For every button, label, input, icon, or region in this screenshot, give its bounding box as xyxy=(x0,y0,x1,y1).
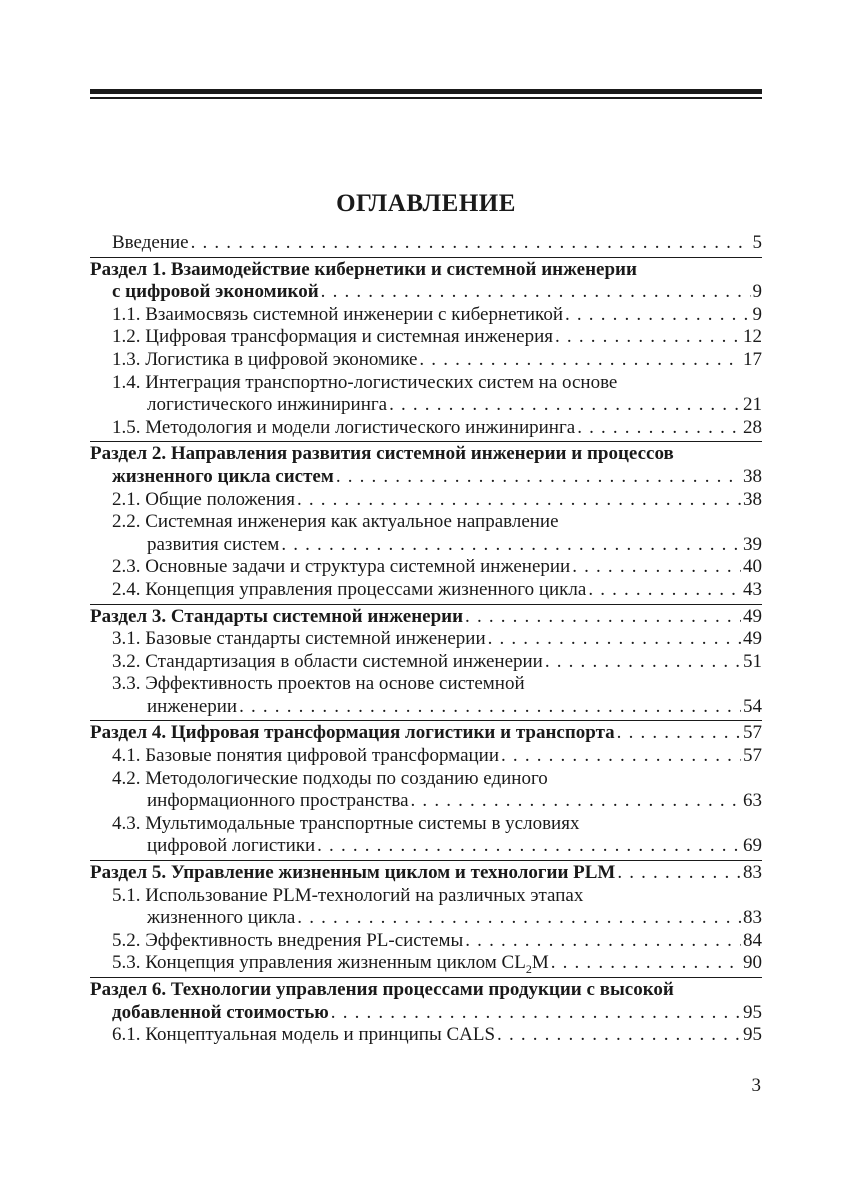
dot-leader xyxy=(297,907,741,930)
dot-leader xyxy=(465,930,741,953)
dot-leader xyxy=(465,606,741,629)
toc-entry-text: 5.2. Эффективность внедрения PL-системы xyxy=(112,929,464,951)
toc-entry[interactable] xyxy=(90,349,762,372)
dot-leader xyxy=(617,862,741,885)
toc-entry[interactable] xyxy=(90,304,762,327)
toc-page-number: 49 xyxy=(743,628,762,650)
toc-section-1-heading-cont[interactable] xyxy=(90,281,762,304)
table-of-contents xyxy=(90,232,762,1047)
dot-leader xyxy=(545,651,741,674)
dot-leader xyxy=(317,835,741,858)
toc-entry-text: 3.1. Базовые стандарты системной инженерии xyxy=(112,628,486,650)
toc-page-number: 83 xyxy=(743,862,762,884)
dot-leader xyxy=(297,489,741,512)
toc-entry[interactable] xyxy=(90,372,762,395)
toc-entry[interactable] xyxy=(90,326,762,349)
toc-entry-text: 1.1. Взаимосвязь системной инженерии с кибернетикой xyxy=(112,303,563,325)
toc-entry-text: 1.5. Методология и модели логистического инжиниринга xyxy=(112,416,576,438)
header-rule-thin xyxy=(90,97,762,99)
toc-entry-text: 6.1. Концептуальная модель и принципы CALS xyxy=(112,1024,496,1046)
toc-section-2-heading-cont[interactable] xyxy=(90,466,762,489)
toc-entry-cont[interactable] xyxy=(90,835,762,858)
toc-entry-text: 1.4. Интеграция транспортно-логистических систем на основе xyxy=(112,371,618,393)
toc-page-number: 38 xyxy=(743,465,762,487)
toc-page-number: 51 xyxy=(743,650,762,672)
toc-entry[interactable] xyxy=(90,1024,762,1047)
toc-section-3-heading[interactable] xyxy=(90,606,762,629)
toc-entry-text: 4.1. Базовые понятия цифровой трансформации xyxy=(112,745,500,767)
dot-leader xyxy=(321,281,751,304)
page-title: ОГЛАВЛЕНИЕ xyxy=(336,190,516,217)
dot-leader xyxy=(565,304,751,327)
toc-entry-text: 3.2. Стандартизация в области системной инженерии xyxy=(112,650,543,672)
toc-entry-text: Раздел 6. Технологии управления процессами продукции с высокой xyxy=(90,979,674,1000)
toc-entry-text: Раздел 2. Направления развития системной инженерии и процессов xyxy=(90,443,674,465)
toc-entry[interactable] xyxy=(90,673,762,696)
toc-section-5-heading[interactable] xyxy=(90,862,762,885)
toc-page-number: 12 xyxy=(743,326,762,348)
dot-leader xyxy=(281,534,741,557)
dot-leader xyxy=(577,417,741,440)
toc-page-number: 95 xyxy=(743,1024,762,1046)
toc-entry-cont[interactable] xyxy=(90,696,762,719)
toc-page-number: 9 xyxy=(752,303,762,325)
toc-page-number: 69 xyxy=(743,835,762,857)
toc-entry-cont[interactable] xyxy=(90,790,762,813)
toc-section-6-heading[interactable] xyxy=(90,979,762,1002)
toc-entry-text: 1.2. Цифровая трансформация и системная инженерия xyxy=(112,326,554,348)
toc-page-number: 40 xyxy=(743,556,762,578)
dot-leader xyxy=(389,394,741,417)
dot-leader xyxy=(572,556,741,579)
toc-entry[interactable] xyxy=(90,768,762,791)
dot-leader xyxy=(336,466,741,489)
toc-entry[interactable] xyxy=(90,952,762,975)
toc-entry-text: Раздел 3. Стандарты системной инженерии xyxy=(90,605,464,627)
dot-leader xyxy=(239,696,741,719)
toc-entry-text: инженерии xyxy=(147,695,238,717)
toc-page-number: 21 xyxy=(743,394,762,416)
dot-leader xyxy=(617,722,741,745)
toc-section-2-heading[interactable] xyxy=(90,443,762,466)
toc-entry[interactable] xyxy=(90,885,762,908)
dot-leader xyxy=(331,1002,741,1025)
toc-page-number: 83 xyxy=(743,907,762,929)
toc-entry-text: Раздел 1. Взаимодействие кибернетики и системной инженерии xyxy=(90,258,637,280)
toc-entry-text: 2.2. Системная инженерия как актуальное направление xyxy=(112,511,559,533)
toc-section-6-heading-cont[interactable] xyxy=(90,1002,762,1025)
toc-page-number: 28 xyxy=(743,416,762,438)
dot-leader xyxy=(497,1024,741,1047)
toc-entry-cont[interactable] xyxy=(90,394,762,417)
toc-entry-text: 4.3. Мультимодальные транспортные системы в условиях xyxy=(112,812,580,834)
toc-entry-text: 2.4. Концепция управления процессами жизненного цикла xyxy=(112,578,587,600)
toc-entry-text: информационного пространства xyxy=(147,790,409,812)
toc-section-1-heading[interactable] xyxy=(90,259,762,282)
toc-page-number: 49 xyxy=(743,605,762,627)
toc-entry-text: развития систем xyxy=(147,533,280,555)
toc-entry[interactable] xyxy=(90,489,762,512)
dot-leader xyxy=(551,952,741,975)
toc-entry[interactable] xyxy=(90,579,762,602)
toc-page-number: 43 xyxy=(743,578,762,600)
toc-entry-text: Раздел 4. Цифровая трансформация логистики и транспорта xyxy=(90,722,615,744)
toc-entry-text: 5.3. Концепция управления жизненным циклом $CL_2M$ xyxy=(112,952,549,977)
toc-entry-text: 2.1. Общие положения xyxy=(112,488,295,510)
dot-leader xyxy=(501,745,741,768)
toc-entry[interactable] xyxy=(90,417,762,440)
toc-entry[interactable] xyxy=(90,511,762,534)
dot-leader xyxy=(588,579,741,602)
toc-page-number: 9 xyxy=(752,281,762,303)
toc-entry-text: Введение xyxy=(112,232,189,253)
dot-leader xyxy=(411,790,741,813)
dot-leader xyxy=(191,232,751,255)
toc-page-number: 84 xyxy=(743,929,762,951)
toc-page-number: 38 xyxy=(743,488,762,510)
toc-entry-text: жизненного цикла систем xyxy=(112,465,334,487)
toc-page-number: 95 xyxy=(743,1001,762,1023)
toc-entry[interactable] xyxy=(90,651,762,674)
toc-page-number: 90 xyxy=(743,952,762,974)
toc-entry[interactable] xyxy=(90,745,762,768)
dot-leader xyxy=(555,326,741,349)
toc-page-number: 39 xyxy=(743,533,762,555)
toc-entry[interactable] xyxy=(90,556,762,579)
toc-entry-text: 5.1. Использование PLM-технологий на различных этапах xyxy=(112,884,584,906)
toc-page-number: 17 xyxy=(743,348,762,370)
toc-entry-text: логистического инжиниринга xyxy=(147,394,388,416)
toc-entry-text: 3.3. Эффективность проектов на основе системной xyxy=(112,673,525,695)
toc-entry[interactable] xyxy=(90,813,762,836)
toc-page-number: 5 xyxy=(752,232,762,253)
toc-section-4-heading[interactable] xyxy=(90,722,762,745)
toc-entry[interactable] xyxy=(90,628,762,651)
toc-page-number: 57 xyxy=(743,722,762,744)
toc-entry-text: 4.2. Методологические подходы по созданию единого xyxy=(112,767,548,789)
toc-entry-text: жизненного цикла xyxy=(147,907,296,929)
toc-entry-text: с цифровой экономикой xyxy=(112,281,319,303)
toc-entry-text: 1.3. Логистика в цифровой экономике xyxy=(112,348,418,370)
toc-entry-text: добавленной стоимостью xyxy=(112,1001,329,1023)
header-rule-thick xyxy=(90,89,762,94)
toc-page-number: 54 xyxy=(743,695,762,717)
toc-page-number: 63 xyxy=(743,790,762,812)
page-number: 3 xyxy=(751,1075,761,1096)
toc-entry-text: цифровой логистики xyxy=(147,835,316,857)
toc-entry[interactable] xyxy=(90,930,762,953)
toc-entry-cont[interactable] xyxy=(90,907,762,930)
toc-page-number: 57 xyxy=(743,745,762,767)
toc-entry-intro[interactable] xyxy=(90,232,762,255)
toc-entry-text: Раздел 5. Управление жизненным циклом и технологии PLM xyxy=(90,862,616,884)
dot-leader xyxy=(488,628,741,651)
toc-entry-cont[interactable] xyxy=(90,534,762,557)
dot-leader xyxy=(419,349,741,372)
toc-entry-text: 2.3. Основные задачи и структура системной инженерии xyxy=(112,556,571,578)
